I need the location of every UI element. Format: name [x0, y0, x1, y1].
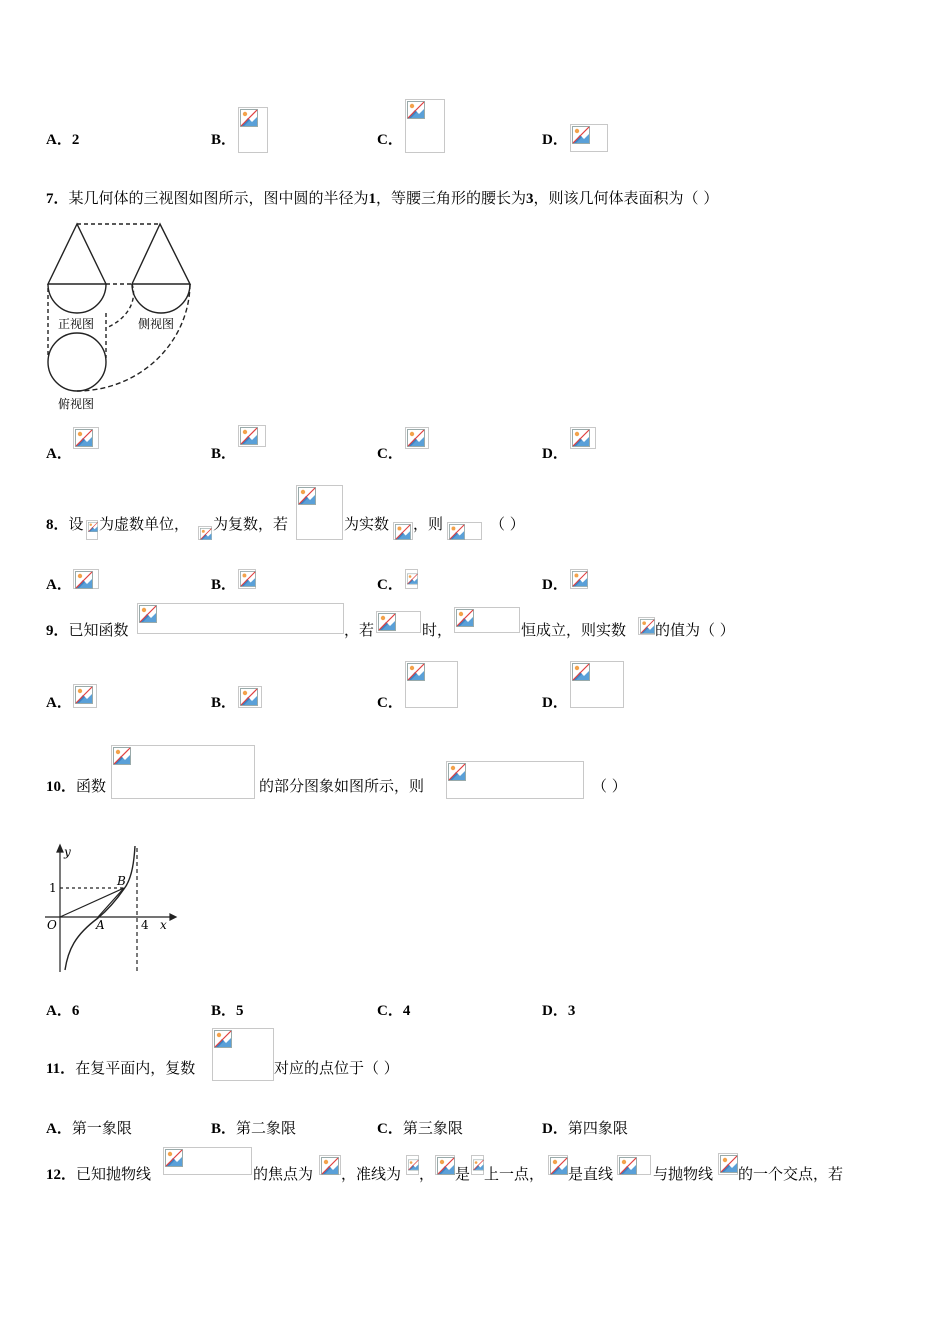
q7-option-c: C． [377, 446, 403, 462]
q9-text-4: 的值为（ ） [655, 621, 735, 639]
q11-option-c: C．第三象限 [377, 1119, 463, 1137]
q9-c-image-icon [405, 661, 458, 708]
q6-option-d: D． [542, 132, 568, 148]
q9-text-1: ，若 [344, 621, 375, 639]
q12-text-2: ，准线为 [341, 1165, 402, 1183]
q9-number: 9．已知函数 [46, 621, 129, 639]
q11-option-b: B．第二象限 [211, 1119, 297, 1137]
q12-focus-image-icon [319, 1155, 341, 1175]
q7-stem: 7．某几何体的三视图如图所示，图中圆的半径为1，等腰三角形的腰长为3，则该几何体表面积为（ ） [46, 189, 719, 207]
q9-option-d: D． [542, 695, 568, 711]
q8-option-b: B． [211, 577, 237, 593]
q7-three-view-figure [40, 218, 200, 418]
q11-text-1: 对应的点位于（ ） [274, 1059, 399, 1077]
q10-fig-1: 1 [49, 881, 57, 895]
q6-option-c: C． [377, 132, 403, 148]
q9-a-var-image-icon [638, 617, 655, 635]
q8-c-image-icon [405, 569, 418, 589]
q8-d-image-icon [570, 569, 588, 589]
q10-fig-o: O [47, 918, 57, 932]
q12-parabola-image-icon [163, 1147, 252, 1175]
q10-func-image-icon [111, 745, 255, 799]
q9-func-image-icon [137, 603, 344, 634]
q8-option-a: A． [46, 577, 72, 593]
q7-b-image-icon [238, 425, 266, 447]
q10-option-c: C．4 [377, 1003, 411, 1019]
q8-option-d: D． [542, 577, 568, 593]
q10-fig-b: B [117, 874, 126, 888]
q8-text-1: 为虚数单位， [99, 515, 190, 533]
q12-c-image-icon [718, 1153, 738, 1175]
q11-number: 11．在复平面内，复数 [46, 1059, 196, 1077]
q11-complex-image-icon [212, 1028, 274, 1081]
q6-option-b: B． [211, 132, 237, 148]
q12-pf-image-icon [617, 1155, 651, 1175]
q9-option-a: A． [46, 695, 72, 711]
q8-i-image-icon [86, 520, 98, 540]
q11-option-d: D．第四象限 [542, 1119, 628, 1137]
q12-q-image-icon [548, 1155, 568, 1175]
q8-cond-image-icon [393, 522, 413, 540]
q9-a-image-icon [73, 684, 97, 708]
q7-option-a: A． [46, 446, 72, 462]
q10-fig-y: y [64, 845, 71, 859]
q12-text-5: 上一点， [484, 1165, 545, 1183]
q7-a-image-icon [73, 427, 99, 449]
q6-b-image-icon [238, 107, 268, 153]
q9-ineq-image-icon [454, 607, 520, 633]
q12-text-8: 的一个交点，若 [738, 1165, 844, 1183]
q12-text-6: 是直线 [568, 1165, 614, 1183]
q8-number: 8．设 [46, 515, 84, 533]
q9-cond-image-icon [376, 611, 421, 633]
q12-text-4: 是 [455, 1165, 471, 1183]
q9-option-c: C． [377, 695, 403, 711]
q8-target-image-icon [447, 522, 482, 540]
q10-fig-a: A [96, 918, 105, 932]
q9-text-3: 恒成立，则实数 [521, 621, 627, 639]
q6-option-a: A．2 [46, 132, 80, 148]
q10-paren: （ ） [592, 777, 627, 795]
q7-option-d: D． [542, 446, 568, 462]
q9-b-image-icon [238, 686, 262, 708]
q12-text-1: 的焦点为 [253, 1165, 314, 1183]
q7-fig-side-label: 侧视图 [138, 317, 175, 331]
q6-c-image-icon [405, 99, 445, 153]
q10-option-a: A．6 [46, 1003, 80, 1019]
q10-fig-4: 4 [141, 918, 149, 932]
q8-expr-image-icon [296, 485, 343, 540]
q10-option-d: D．3 [542, 1003, 576, 1019]
q10-option-b: B．5 [211, 1003, 244, 1019]
q6-d-image-icon [570, 124, 608, 152]
q7-option-b: B． [211, 446, 237, 462]
q11-option-a: A．第一象限 [46, 1119, 132, 1137]
q12-p-image-icon [435, 1155, 455, 1175]
q8-text-2: 为复数，若 [213, 515, 289, 533]
q8-a-image-icon [73, 569, 99, 589]
q12-number: 12．已知抛物线 [46, 1165, 152, 1183]
q8-paren: （ ） [490, 515, 525, 533]
q9-option-b: B． [211, 695, 237, 711]
q8-text-4: ，则 [413, 515, 444, 533]
q10-number: 10．函数 [46, 777, 107, 795]
q7-fig-front-label: 正视图 [58, 317, 95, 331]
q12-text-7: 与抛物线 [653, 1165, 714, 1183]
q9-text-2: 时， [422, 621, 453, 639]
q12-l-image-icon [471, 1155, 484, 1175]
q8-b-image-icon [238, 569, 256, 589]
q9-d-image-icon [570, 661, 624, 708]
q10-graph-figure [40, 840, 180, 978]
q7-fig-top-label: 俯视图 [58, 397, 95, 411]
q8-z-image-icon [198, 526, 212, 540]
q12-text-3: ， [419, 1165, 435, 1183]
q10-text-1: 的部分图象如图所示，则 [259, 777, 425, 795]
q7-d-image-icon [570, 427, 596, 449]
q7-c-image-icon [405, 427, 429, 449]
q10-fig-x: x [160, 918, 167, 932]
q10-target-image-icon [446, 761, 584, 799]
q8-option-c: C． [377, 577, 403, 593]
q12-directrix-image-icon [406, 1155, 419, 1175]
q8-text-3: 为实数 [344, 515, 390, 533]
